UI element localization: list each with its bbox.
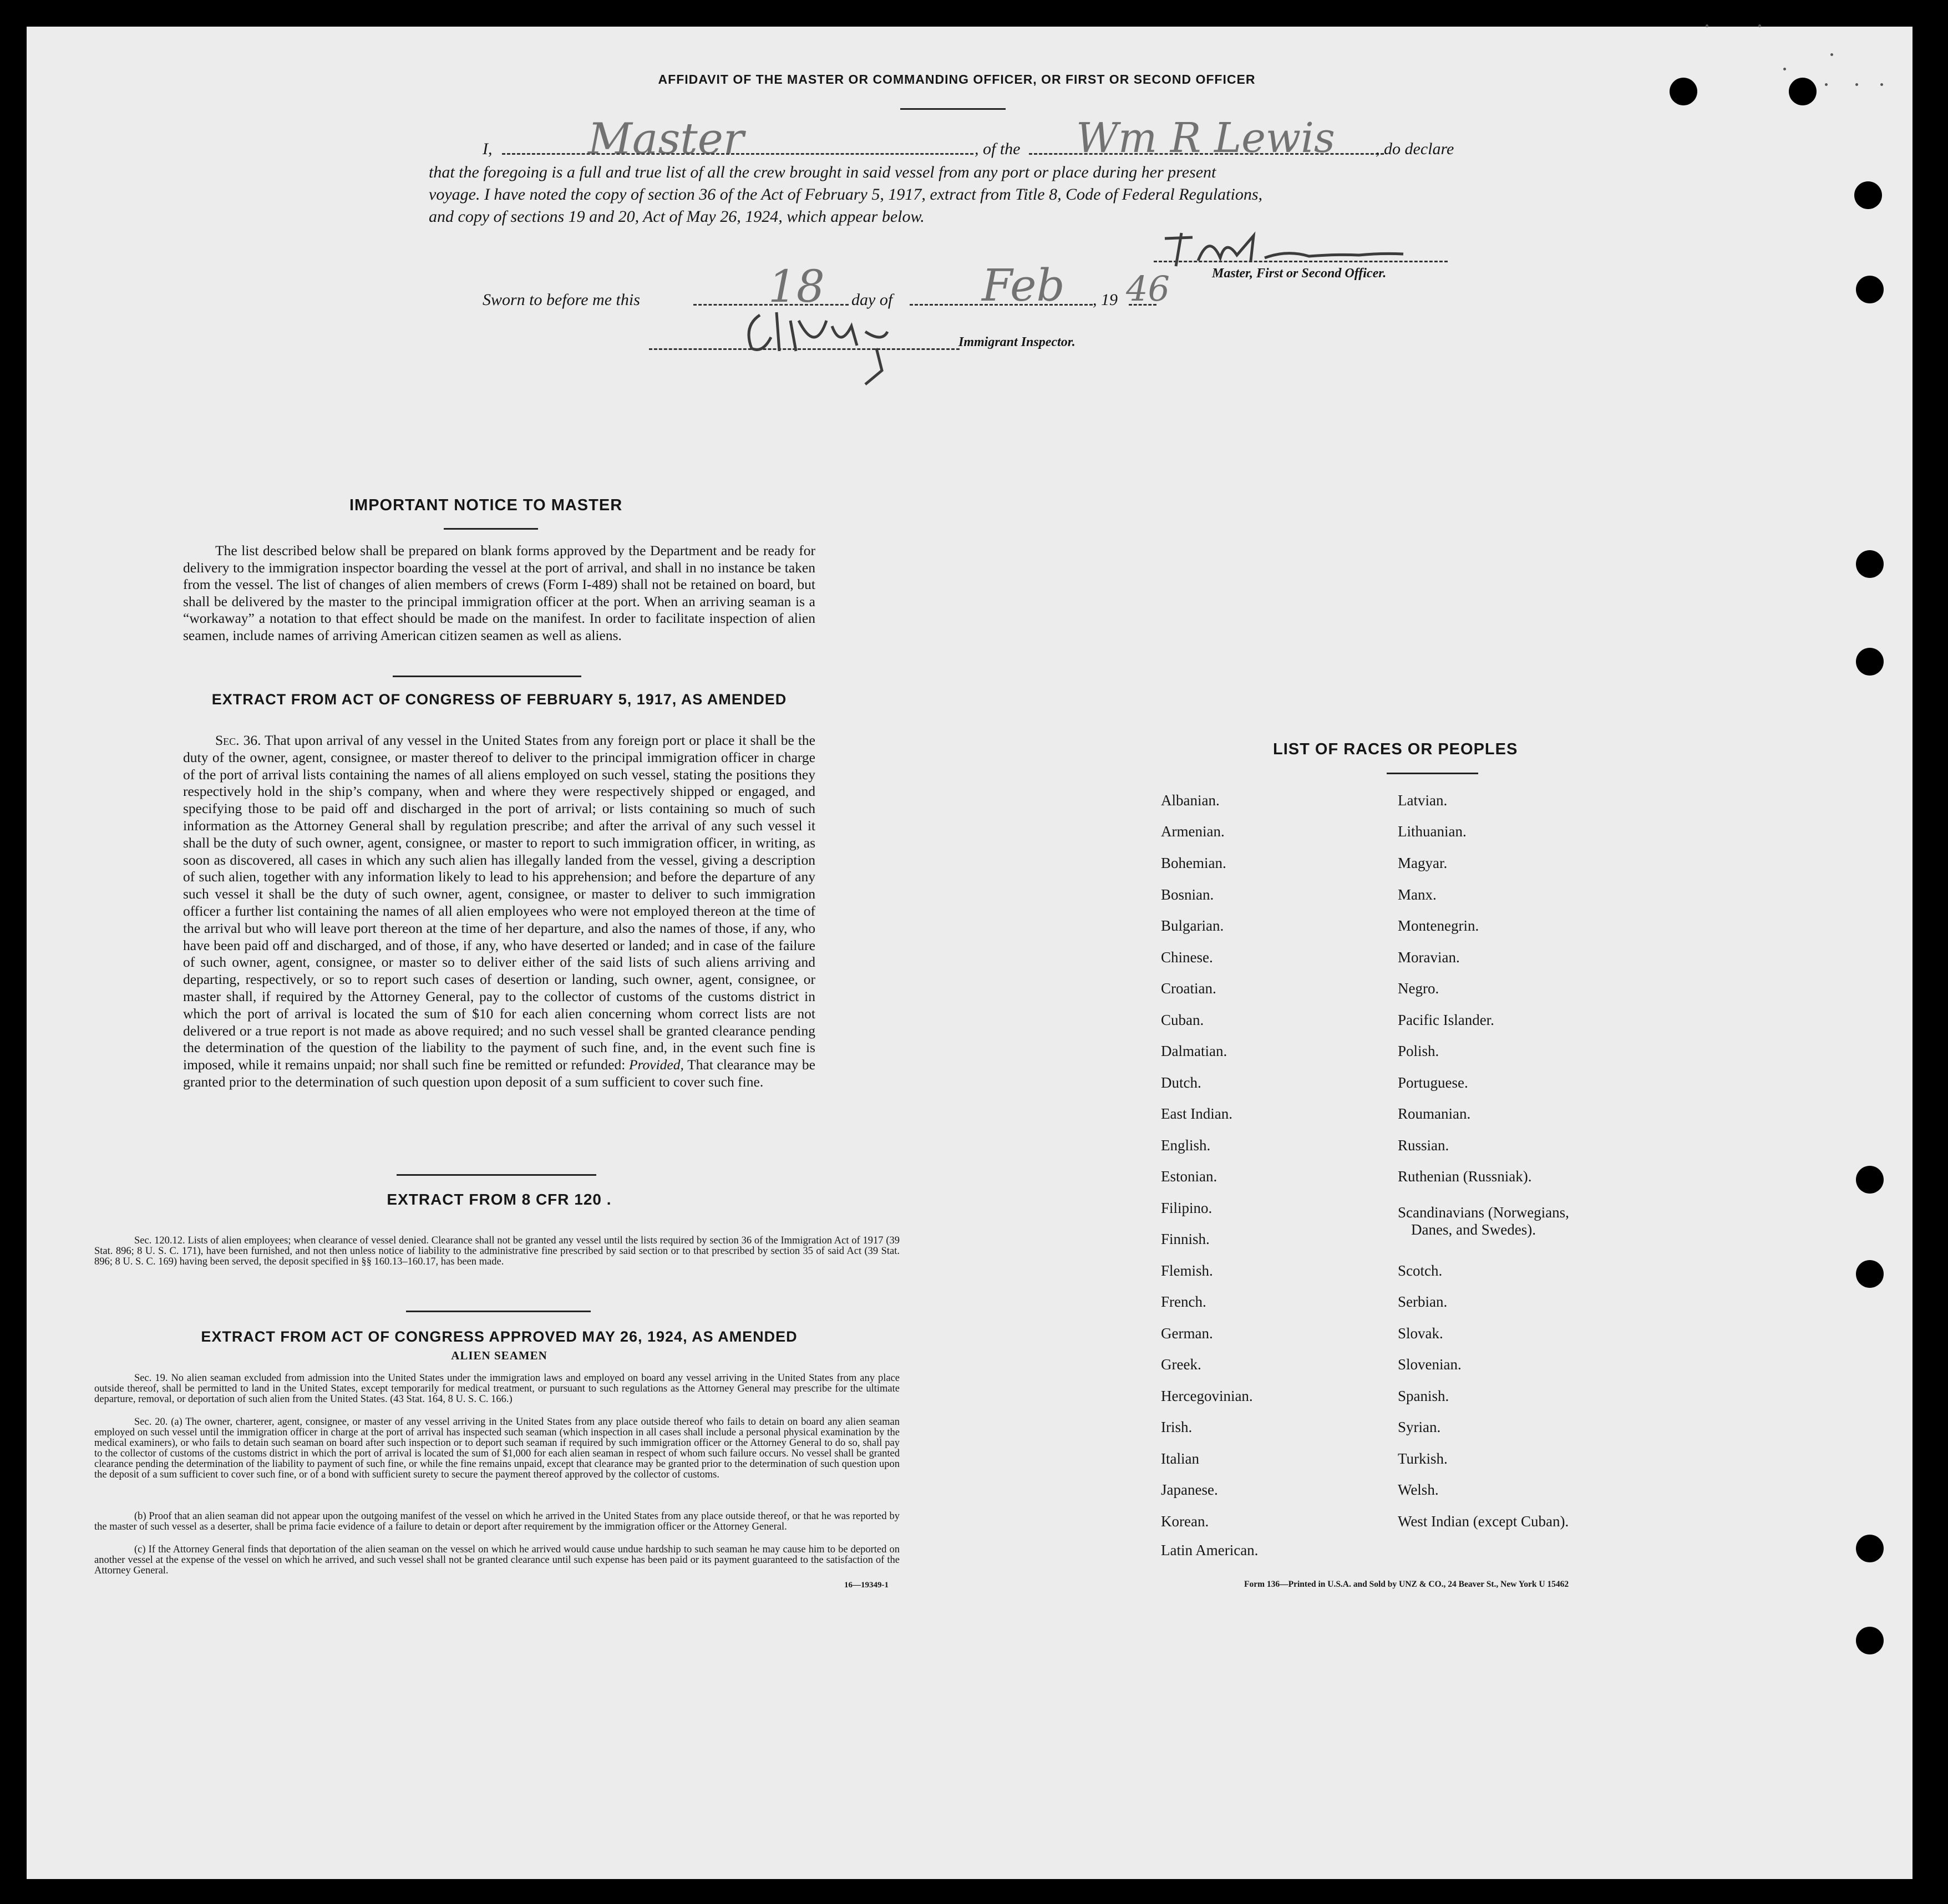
i-label: I, (483, 140, 493, 158)
speck (1706, 24, 1708, 27)
race-item: Moravian. (1398, 949, 1460, 966)
race-item: Finnish. (1161, 1231, 1210, 1247)
vessel-name-handwriting: Wm R Lewis (1076, 114, 1335, 162)
provided-word: Provided, (628, 1057, 684, 1073)
sec-36-text: That upon arrival of any vessel in the United States from any foreign port or place it shall be the duty of the owner, agent, consignee, or master thereof to deliver to the principal immigration officer in charge of the port of arrival lists containing the names of all aliens employed on such vessel, stating the positions they respectively hold in the ship’s company, when and where they were respectively shipped or engaged, and specifying those to be paid off and discharged in the port of arrival; or lists containing so much of such information as the Attorney General shall by regulation prescribe; and after the arrival of any such vessel it shall be the duty of such owner, agent, consignee, or master to report to such immigration officer, in writing, as soon as discovered, all cases in which any such alien has illegally landed from the vessel, giving a description of such alien, together with any information likely to lead to his apprehension; and before the departure of any such vessel it shall be the duty of such owner, agent, consignee, or master to deliver to such immigration officer a further list containing the names of all alien employees who were not employed thereon at the time of the arrival but who will leave port thereon at the time of her departure, and also the names of those, if any, who have been paid off and discharged, and of those, if any, who have deserted or landed; and in case of the failure of such owner, agent, consignee, or master so to deliver either of the said lists of such aliens arriving and departing, respectively, or so to report such cases of desertion or landing, such owner, agent, consignee, or master shall, if required by the Attorney General, pay to the collector of customs of the customs district in which the port of arrival is located the sum of $10 for each alien concerning whom correct lists are not delivered or a true report is not made as above required; and no such vessel shall be granted clearance pending the determination of the question of the liability to the payment of such fine, and, in the event such fine is imposed, while it remains unpaid; nor shall such fine be remitted or refunded: (183, 732, 815, 1073)
race-item: East Indian. (1161, 1105, 1232, 1122)
year-prefix: , 19 (1093, 291, 1118, 309)
punch-hole (1854, 181, 1882, 209)
race-item: Manx. (1398, 886, 1437, 903)
race-item: Bosnian. (1161, 886, 1214, 903)
punch-hole (1856, 550, 1884, 578)
race-item: Roumanian. (1398, 1105, 1471, 1122)
race-item: English. (1161, 1137, 1211, 1154)
day-handwriting: 18 (768, 261, 825, 312)
section-divider (393, 676, 581, 677)
race-item: Montenegrin. (1398, 917, 1479, 934)
speck (1880, 83, 1883, 86)
section-divider (406, 1311, 591, 1312)
inspector-signature (738, 304, 971, 387)
race-item: Chinese. (1161, 949, 1213, 966)
inspector-label: Immigrant Inspector. (958, 335, 1076, 349)
day-of-label: day of (851, 291, 893, 309)
year-handwriting: 46 (1126, 268, 1170, 309)
race-item: Syrian. (1398, 1419, 1441, 1435)
printer-footer: Form 136—Printed in U.S.A. and Sold by UNZ & CO., 24 Beaver St., New York U 15462 (1244, 1580, 1569, 1589)
race-item: Armenian. (1161, 823, 1225, 840)
race-item: Filipino. (1161, 1200, 1213, 1216)
race-item: Dutch. (1161, 1074, 1201, 1091)
extract-cfr-title: EXTRACT FROM 8 CFR 120 . (387, 1191, 612, 1208)
punch-hole (1856, 1260, 1884, 1288)
notice-title-underline (444, 528, 538, 530)
speck (1783, 68, 1786, 70)
punch-hole (1856, 648, 1884, 676)
race-item: Ruthenian (Russniak). (1398, 1168, 1532, 1185)
punch-hole (1789, 78, 1817, 105)
race-item: Danes, and Swedes). (1411, 1221, 1536, 1238)
affidavit-title: AFFIDAVIT OF THE MASTER OR COMMANDING OFFICER, OR FIRST OR SECOND OFFICER (658, 72, 1256, 87)
race-item: French. (1161, 1293, 1206, 1310)
sec-20c-text: (c) If the Attorney General finds that deportation of the alien seaman on the vessel on which he arrived would cause undue hardship to such seaman he may cause him to be deported on another vessel at the expense of the vessel on which he arrived, and such vessel shall not be granted clearance until such expense has been paid or its payment guaranteed to the satisfaction of the Attorney General. (94, 1544, 900, 1576)
race-item: Serbian. (1398, 1293, 1448, 1310)
race-item: Latvian. (1398, 792, 1448, 809)
race-item: Pacific Islander. (1398, 1012, 1494, 1028)
race-item: Scotch. (1398, 1262, 1443, 1279)
race-item: Hercegovinian. (1161, 1388, 1253, 1404)
punch-hole (1856, 276, 1884, 303)
master-name-handwriting: Master (588, 114, 744, 164)
race-item: Flemish. (1161, 1262, 1213, 1279)
master-label: Master, First or Second Officer. (1212, 266, 1387, 281)
speck (1758, 24, 1761, 27)
races-title-underline (1387, 773, 1478, 774)
sworn-label: Sworn to before me this (483, 291, 640, 309)
of-the-label: , of the (975, 140, 1021, 158)
speck (1825, 83, 1828, 86)
race-item: Bohemian. (1161, 855, 1226, 871)
sec-36-label: Sec. 36. (215, 732, 261, 748)
race-item: Korean. (1161, 1513, 1209, 1530)
race-item: West Indian (except Cuban). (1398, 1513, 1569, 1530)
race-item: Polish. (1398, 1043, 1439, 1059)
race-item: Bulgarian. (1161, 917, 1224, 934)
race-item: Italian (1161, 1450, 1199, 1467)
race-item: Welsh. (1398, 1481, 1439, 1498)
sec-19-text: Sec. 19. No alien seaman excluded from admission into the United States under the immigration laws and employed on board any vessel arriving in the United States from any place outside thereof, shall be permitted to land in the United States, except temporarily for medical treatment, or pursuant to such regulations as the Attorney General may prescribe for the ultimate departure, removal, or deportation of such alien from the United States. (43 Stat. 164, 8 U. S. C. 166.) (94, 1373, 900, 1405)
extract-cfr-body: Sec. 120.12. Lists of alien employees; when clearance of vessel denied. Clearance shall not be granted any vessel until the lists required by section 36 of the Immigration Act of 1917 (39 Stat. 896; 8 U. S. C. 171), have been furnished, and not then unless notice of liability to the administrative fine prescribed by said section or to that prescribed by section 35 of said Act (39 Stat. 896; 8 U. S. C. 169) having been served, the deposit specified in §§ 160.13–160.17, has been made. (94, 1235, 900, 1267)
races-title: LIST OF RACES OR PEOPLES (1273, 740, 1518, 758)
punch-hole (1856, 1627, 1884, 1654)
race-item: Slovak. (1398, 1325, 1443, 1342)
race-item: Estonian. (1161, 1168, 1217, 1185)
race-item: Dalmatian. (1161, 1043, 1227, 1059)
speck (1855, 83, 1858, 86)
race-item: Cuban. (1161, 1012, 1204, 1028)
punch-hole (1856, 1535, 1884, 1562)
race-item: Lithuanian. (1398, 823, 1467, 840)
race-item: German. (1161, 1325, 1213, 1342)
race-item: Spanish. (1398, 1388, 1449, 1404)
affidavit-body-line: and copy of sections 19 and 20, Act of May 26, 1924, which appear below. (429, 207, 925, 226)
sec-20b-text: (b) Proof that an alien seaman did not appear upon the outgoing manifest of the vessel on which he arrived in the United States from any place outside thereof, or that he was reported by the master of such vessel as a deserter, shall be prima facie evidence of a failure to detain or deport after requirement by the immigration officer or the Attorney General. (94, 1511, 900, 1532)
race-item: Russian. (1398, 1137, 1449, 1154)
affidavit-body-line: that the foregoing is a full and true list of all the crew brought in said vessel from any port or place during her present (429, 163, 1216, 181)
affidavit-body-line: voyage. I have noted the copy of section 36 of the Act of February 5, 1917, extract from Title 8, Code of Federal Regulations, (429, 185, 1263, 204)
notice-title: IMPORTANT NOTICE TO MASTER (349, 496, 623, 514)
notice-body: The list described below shall be prepared on blank forms approved by the Department and be ready for delivery to the immigration inspector boarding the vessel at the port of arrival, and shall in no instance be taken from the vessel. The list of changes of alien members of crews (Form I-489) shall not be retained on board, but shall be delivered by the master to the principal immigration officer at the port. When an arriving seaman is a “workaway” a notation to that effect should be made on the manifest. In order to facilitate inspection of alien seamen, include names of arriving American citizen seamen as well as aliens. (183, 542, 815, 643)
race-item: Latin American. (1161, 1542, 1259, 1558)
race-item: Slovenian. (1398, 1356, 1462, 1373)
extract-1917-body (183, 732, 815, 1091)
race-item: Japanese. (1161, 1481, 1218, 1498)
punch-hole (1856, 1166, 1884, 1194)
extract-1924-title: EXTRACT FROM ACT OF CONGRESS APPROVED MAY 26, 1924, AS AMENDED (201, 1328, 798, 1345)
extract-1924-subtitle: ALIEN SEAMEN (451, 1349, 547, 1362)
sec-20a-text: Sec. 20. (a) The owner, charterer, agent, consignee, or master of any vessel arriving in the United States from any place outside thereof who fails to detain on board any alien seaman employed on such vessel until the immigration officer in charge at the port of arrival has inspected such seaman (which inspection in all cases shall include a personal physical examination by the medical examiners), or who fails to detain such seaman on board after such inspection or to deport such seaman if required by such immigration officer or the Attorney General to do so, shall pay to the collector of customs of the customs district in which the port of arrival is located the sum of $1,000 for each alien seaman in respect of whom such failure occurs. No vessel shall be granted clearance pending the determination of the liability to payment of such fine, or while the fine remains unpaid, except that clearance may be granted prior to the determination of such question upon the deposit of a sum sufficient to cover such fine, or of a bond with sufficient surety to secure the payment thereof approved by the collector of customs. (94, 1416, 900, 1480)
race-item: Scandinavians (Norwegians, (1398, 1204, 1569, 1221)
title-underline (900, 108, 1006, 110)
race-item: Negro. (1398, 980, 1439, 997)
extract-1917-title: EXTRACT FROM ACT OF CONGRESS OF FEBRUARY 5, 1917, AS AMENDED (211, 691, 787, 708)
do-declare-label: , do declare (1376, 140, 1454, 158)
race-item: Portuguese. (1398, 1074, 1468, 1091)
race-item: Greek. (1161, 1356, 1201, 1373)
master-signature (1159, 227, 1437, 272)
race-item: Irish. (1161, 1419, 1193, 1435)
section-divider (397, 1174, 596, 1176)
punch-hole (1670, 78, 1697, 105)
month-handwriting: Feb (982, 260, 1065, 311)
form-code: 16—19349-1 (844, 1581, 889, 1590)
race-item: Magyar. (1398, 855, 1448, 871)
speck (1830, 53, 1833, 56)
race-item: Turkish. (1398, 1450, 1448, 1467)
sec-36-text-end: That clearance may be granted prior to the determination of such question upon deposit of a sum sufficient to cover such fine. (183, 1057, 816, 1090)
race-item: Croatian. (1161, 980, 1216, 997)
race-item: Albanian. (1161, 792, 1220, 809)
